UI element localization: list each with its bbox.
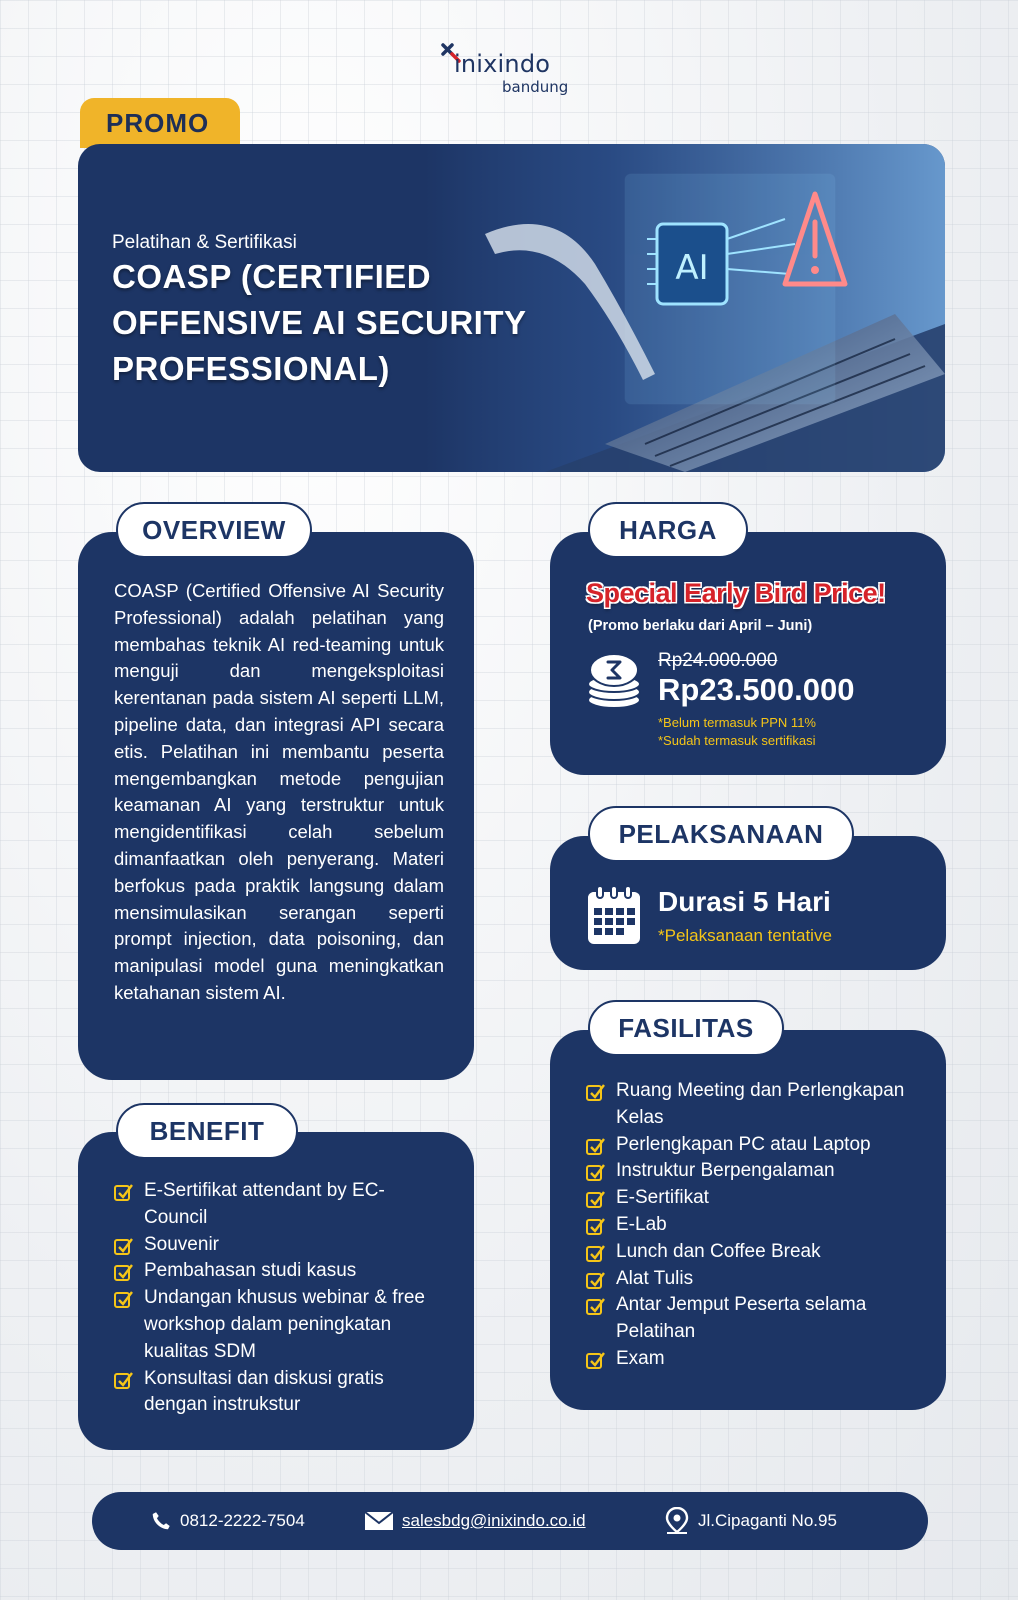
check-icon — [586, 1351, 606, 1371]
check-icon — [586, 1083, 606, 1103]
list-item — [586, 1132, 926, 1159]
promo-period: (Promo berlaku dari April – Juni) — [588, 618, 813, 634]
list-item — [586, 1346, 926, 1373]
list-item — [114, 1258, 444, 1285]
address-text: Jl.Cipaganti No.95 — [698, 1511, 837, 1530]
list-item — [586, 1158, 926, 1185]
duration: Durasi 5 Hari — [658, 886, 831, 917]
check-icon — [586, 1271, 606, 1291]
fasilitas-card — [550, 1030, 946, 1410]
schedule-note: *Pelaksanaan tentative — [658, 926, 832, 945]
fasilitas-heading: FASILITAS — [588, 1000, 784, 1056]
benefit-list — [114, 1178, 444, 1419]
check-icon — [114, 1183, 134, 1203]
fasilitas-item: Exam — [616, 1347, 665, 1369]
list-item — [586, 1078, 926, 1132]
check-icon — [586, 1244, 606, 1264]
check-icon — [586, 1217, 606, 1237]
hero-subtitle: Pelatihan & Sertifikasi — [112, 232, 297, 253]
promo-tab: PROMO — [80, 98, 240, 148]
benefit-item: Pembahasan studi kasus — [144, 1260, 357, 1282]
fasilitas-item: Instruktur Berpengalaman — [616, 1160, 835, 1182]
list-item — [114, 1178, 444, 1232]
brand-logo — [440, 40, 590, 100]
check-icon — [586, 1190, 606, 1210]
brand-name: inixindo — [454, 50, 551, 78]
check-icon — [586, 1137, 606, 1157]
certification-note: *Sudah termasuk sertifikasi — [658, 733, 816, 748]
email-contact[interactable] — [364, 1511, 586, 1531]
check-icon — [114, 1263, 134, 1283]
early-bird-headline: Special Early Bird Price! — [586, 578, 886, 608]
overview-heading: OVERVIEW — [116, 502, 312, 558]
check-icon — [114, 1371, 134, 1391]
phone-contact[interactable] — [150, 1510, 305, 1532]
check-icon — [586, 1163, 606, 1183]
svg-text:AI: AI — [675, 248, 709, 288]
check-icon — [114, 1237, 134, 1257]
calendar-icon — [586, 884, 642, 946]
fasilitas-item: Lunch dan Coffee Break — [616, 1240, 821, 1262]
harga-card — [550, 532, 946, 775]
overview-card — [78, 532, 474, 1080]
check-icon — [114, 1290, 134, 1310]
phone-icon — [150, 1510, 172, 1532]
list-item — [586, 1185, 926, 1212]
list-item — [586, 1292, 926, 1346]
hero-title: COASP (CERTIFIED OFFENSIVE AI SECURITY PROFESSIONAL) — [112, 258, 526, 387]
new-price: Rp23.500.000 — [658, 672, 855, 707]
old-price: Rp24.000.000 — [658, 650, 778, 671]
list-item — [114, 1232, 444, 1259]
benefit-card — [78, 1132, 474, 1450]
contact-footer — [92, 1492, 928, 1550]
email-link[interactable]: salesbdg@inixindo.co.id — [402, 1511, 586, 1530]
mail-icon — [364, 1511, 394, 1531]
location-pin-icon — [664, 1507, 690, 1535]
list-item — [114, 1366, 444, 1420]
benefit-item: Undangan khusus webinar & free workshop dalam peningkatan kualitas SDM — [144, 1287, 425, 1362]
list-item — [586, 1239, 926, 1266]
harga-heading: HARGA — [588, 502, 748, 558]
brand-branch: bandung — [502, 78, 569, 96]
fasilitas-item: Alat Tulis — [616, 1267, 694, 1289]
fasilitas-item: E-Sertifikat — [616, 1187, 709, 1209]
benefit-item: Souvenir — [144, 1233, 219, 1255]
benefit-item: E-Sertifikat attendant by EC-Council — [144, 1180, 385, 1228]
fasilitas-list — [586, 1078, 926, 1373]
fasilitas-item: Perlengkapan PC atau Laptop — [616, 1133, 871, 1155]
pelaksanaan-heading: PELAKSANAAN — [588, 806, 854, 862]
phone-number: 0812-2222-7504 — [180, 1511, 305, 1530]
list-item — [586, 1266, 926, 1293]
check-icon — [586, 1297, 606, 1317]
tax-note: *Belum termasuk PPN 11% — [658, 715, 816, 730]
coins-icon — [586, 650, 642, 710]
address-contact — [664, 1507, 837, 1535]
list-item — [114, 1285, 444, 1365]
fasilitas-item: E-Lab — [616, 1213, 667, 1235]
hero-banner — [78, 144, 945, 472]
list-item — [586, 1212, 926, 1239]
overview-text: COASP (Certified Offensive AI Security Professional) adalah pelatihan yang membahas teknik AI red-teaming untuk menguji dan mengeksploitasi kerentanan pada sistem AI seperti LLM, pipeline data, dan integrasi API secara etis. Pelatihan ini membantu peserta mengembangkan metode pengujian keamanan AI yang terstruktur untuk mengidentifikasi celah sebelum dimanfaatkan oleh penyerang. Materi berfokus pada praktik langsung dalam mensimulasikan serangan seperti prompt injection, data poisoning, dan manipulasi model guna meningkatkan ketahanan sistem AI. — [114, 580, 444, 1003]
fasilitas-item: Antar Jemput Peserta selama Pelatihan — [616, 1294, 867, 1343]
benefit-item: Konsultasi dan diskusi gratis dengan instrukstur — [144, 1367, 384, 1416]
fasilitas-item: Ruang Meeting dan Perlengkapan Kelas — [616, 1080, 905, 1128]
benefit-heading: BENEFIT — [116, 1103, 298, 1159]
